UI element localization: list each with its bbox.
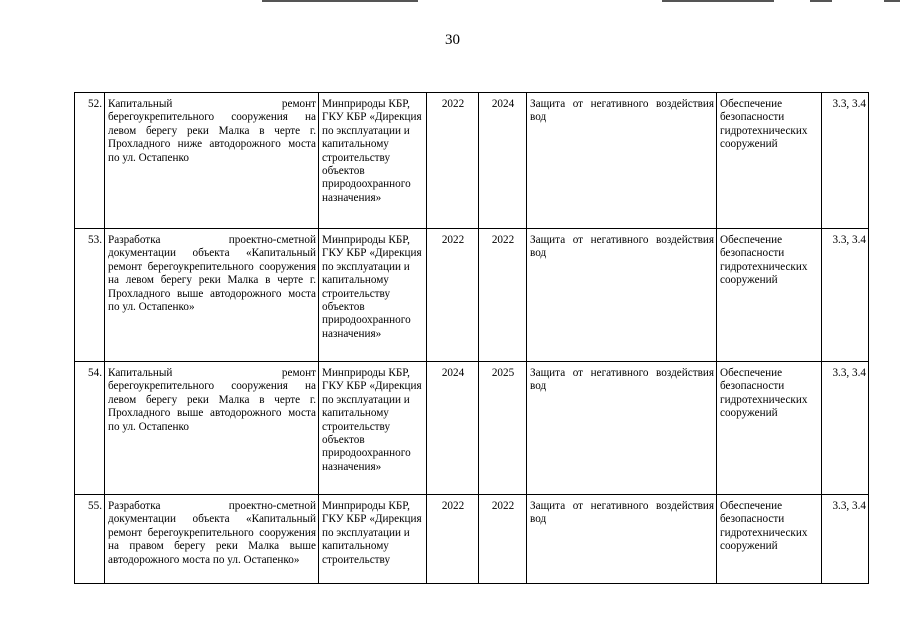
- direction: Защита от негативного воздействия вод: [527, 229, 717, 362]
- table-row: [75, 229, 869, 362]
- measures-table: [74, 92, 869, 584]
- page-number: 30: [445, 32, 460, 48]
- indicators: 3.3, 3.4: [822, 495, 869, 584]
- table-row: [75, 362, 869, 495]
- responsible-org: Минприроды КБР, ГКУ КБР «Дирекция по эксплуатации и капитальному строительству объектов природоохранного назначения»: [319, 362, 427, 495]
- indicators: 3.3, 3.4: [822, 362, 869, 495]
- end-year: 2024: [479, 93, 527, 229]
- top-scan-line: [810, 0, 832, 2]
- direction: Защита от негативного воздействия вод: [527, 495, 717, 584]
- top-scan-line: [884, 0, 900, 2]
- task: Обеспечение безопасности гидротехнических сооружений: [717, 495, 822, 584]
- task: Обеспечение безопасности гидротехнических сооружений: [717, 362, 822, 495]
- top-scan-line: [262, 0, 418, 2]
- indicators: 3.3, 3.4: [822, 229, 869, 362]
- row-number: 54.: [75, 362, 105, 495]
- measure-name: Капитальный ремонт берегоукрепительного сооружения на левом берегу реки Малка в черте г. Прохладного выше автодорожного моста по ул. Остапенко: [105, 362, 319, 495]
- start-year: 2022: [427, 93, 479, 229]
- task: Обеспечение безопасности гидротехнических сооружений: [717, 93, 822, 229]
- responsible-org: Минприроды КБР, ГКУ КБР «Дирекция по эксплуатации и капитальному строительству объектов природоохранного назначения»: [319, 93, 427, 229]
- end-year: 2022: [479, 495, 527, 584]
- row-number: 55.: [75, 495, 105, 584]
- start-year: 2024: [427, 362, 479, 495]
- direction: Защита от негативного воздействия вод: [527, 362, 717, 495]
- measure-name: Разработка проектно-сметной документации объекта «Капитальный ремонт берегоукрепительного сооружения на левом берегу реки Малка в черте г. Прохладного выше автодорожного моста по ул. Остапенко»: [105, 229, 319, 362]
- end-year: 2022: [479, 229, 527, 362]
- end-year: 2025: [479, 362, 527, 495]
- top-scan-line: [662, 0, 774, 2]
- indicators: 3.3, 3.4: [822, 93, 869, 229]
- table-row: [75, 495, 869, 584]
- responsible-org: Минприроды КБР, ГКУ КБР «Дирекция по эксплуатации и капитальному строительству: [319, 495, 427, 584]
- direction: Защита от негативного воздействия вод: [527, 93, 717, 229]
- table-row: [75, 93, 869, 229]
- responsible-org: Минприроды КБР, ГКУ КБР «Дирекция по эксплуатации и капитальному строительству объектов природоохранного назначения»: [319, 229, 427, 362]
- measure-name: Капитальный ремонт берегоукрепительного сооружения на левом берегу реки Малка в черте г. Прохладного ниже автодорожного моста по ул. Остапенко: [105, 93, 319, 229]
- row-number: 53.: [75, 229, 105, 362]
- start-year: 2022: [427, 229, 479, 362]
- row-number: 52.: [75, 93, 105, 229]
- start-year: 2022: [427, 495, 479, 584]
- measure-name: Разработка проектно-сметной документации объекта «Капитальный ремонт берегоукрепительного сооружения на правом берегу реки Малка выше автодорожного моста по ул. Остапенко»: [105, 495, 319, 584]
- task: Обеспечение безопасности гидротехнических сооружений: [717, 229, 822, 362]
